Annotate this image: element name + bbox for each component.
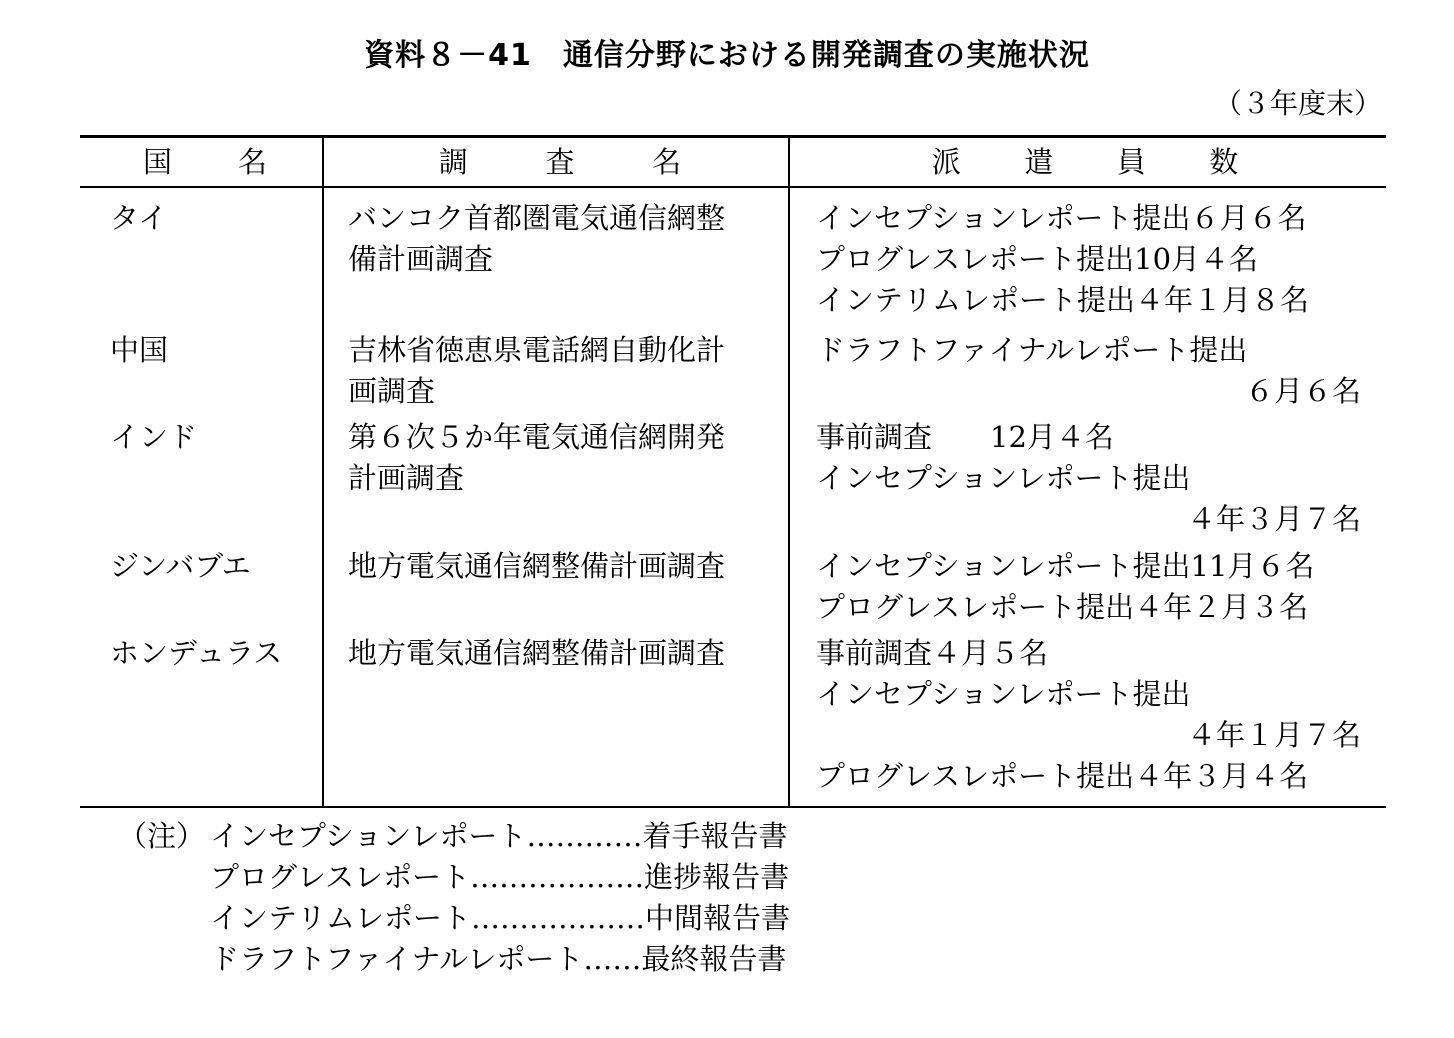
header-survey-char: 名 bbox=[652, 145, 682, 179]
fiscal-year-note: （３年度末） bbox=[1213, 87, 1382, 120]
header-country bbox=[110, 140, 300, 184]
staff-line: インテリムレポート提出４年１月８名 bbox=[816, 283, 1310, 317]
row-india-staff bbox=[816, 417, 1361, 540]
staff-line: ６月６名 bbox=[1244, 374, 1361, 408]
row-china-country: 中国 bbox=[110, 333, 169, 367]
header-staff-char: 数 bbox=[1209, 145, 1239, 179]
row-honduras-staff bbox=[816, 633, 1361, 797]
note-label: （注） bbox=[118, 819, 206, 853]
row-zimbabwe-staff bbox=[816, 546, 1361, 628]
row-thailand-survey bbox=[348, 198, 725, 280]
staff-line: 事前調査 12月４名 bbox=[816, 420, 1114, 454]
row-honduras-country: ホンデュラス bbox=[110, 636, 283, 670]
row-zimbabwe-survey bbox=[348, 546, 725, 587]
staff-line: プログレスレポート提出10月４名 bbox=[816, 242, 1259, 276]
staff-line: ４年１月７名 bbox=[1186, 718, 1361, 752]
staff-line: インセプションレポート提出 bbox=[816, 461, 1191, 495]
table-bottom-border bbox=[80, 806, 1386, 808]
row-china-staff bbox=[816, 330, 1361, 412]
row-zimbabwe-country: ジンバブエ bbox=[110, 549, 251, 583]
staff-line: プログレスレポート提出４年２月３名 bbox=[816, 590, 1309, 624]
header-staff-char: 派 bbox=[931, 145, 961, 179]
table-top-border bbox=[80, 135, 1386, 138]
row-honduras-survey bbox=[348, 633, 725, 674]
header-survey-name bbox=[400, 140, 720, 184]
survey-line: 地方電気通信網整備計画調査 bbox=[348, 549, 726, 583]
row-china-survey bbox=[348, 330, 725, 412]
staff-line: インセプションレポート提出 bbox=[816, 677, 1191, 711]
header-survey-char: 査 bbox=[545, 145, 575, 179]
staff-line: ４年３月７名 bbox=[1186, 502, 1361, 536]
survey-line: 備計画調査 bbox=[348, 242, 494, 276]
column-divider-1 bbox=[322, 135, 324, 808]
survey-line: 第６次５か年電気通信網開発 bbox=[348, 420, 726, 454]
survey-line: 画調査 bbox=[348, 374, 436, 408]
survey-line: 計画調査 bbox=[348, 461, 465, 495]
staff-line: プログレスレポート提出４年３月４名 bbox=[816, 759, 1309, 793]
note-lines bbox=[210, 816, 790, 980]
row-india-country: インド bbox=[110, 420, 198, 454]
header-staff-char: 遣 bbox=[1024, 145, 1054, 179]
header-dispatched-staff bbox=[900, 140, 1270, 184]
header-staff-char: 員 bbox=[1116, 145, 1146, 179]
note-line: インセプションレポート…………着手報告書 bbox=[210, 819, 788, 853]
header-divider bbox=[80, 186, 1386, 188]
survey-line: 地方電気通信網整備計画調査 bbox=[348, 636, 726, 670]
document-title: 資料８－41 通信分野における開発調査の実施状況 bbox=[364, 38, 1090, 73]
survey-line: バンコク首都圏電気通信網整 bbox=[348, 201, 726, 235]
row-thailand-staff bbox=[816, 198, 1361, 321]
row-india-survey bbox=[348, 417, 725, 499]
note-line: ドラフトファイナルレポート……最終報告書 bbox=[210, 942, 787, 976]
survey-line: 吉林省徳恵県電話網自動化計 bbox=[348, 333, 726, 367]
column-divider-2 bbox=[788, 135, 790, 808]
staff-line: ドラフトファイナルレポート提出 bbox=[816, 333, 1248, 367]
staff-line: インセプションレポート提出６月６名 bbox=[816, 201, 1307, 235]
row-thailand-country: タイ bbox=[110, 201, 168, 235]
note-line: プログレスレポート………………進捗報告書 bbox=[210, 860, 790, 894]
note-line: インテリムレポート………………中間報告書 bbox=[210, 901, 791, 935]
staff-line: インセプションレポート提出11月６名 bbox=[816, 549, 1315, 583]
staff-line: 事前調査４月５名 bbox=[816, 636, 1049, 670]
header-country-char: 国 bbox=[142, 145, 172, 179]
header-survey-char: 調 bbox=[438, 145, 468, 179]
header-country-char: 名 bbox=[237, 145, 267, 179]
